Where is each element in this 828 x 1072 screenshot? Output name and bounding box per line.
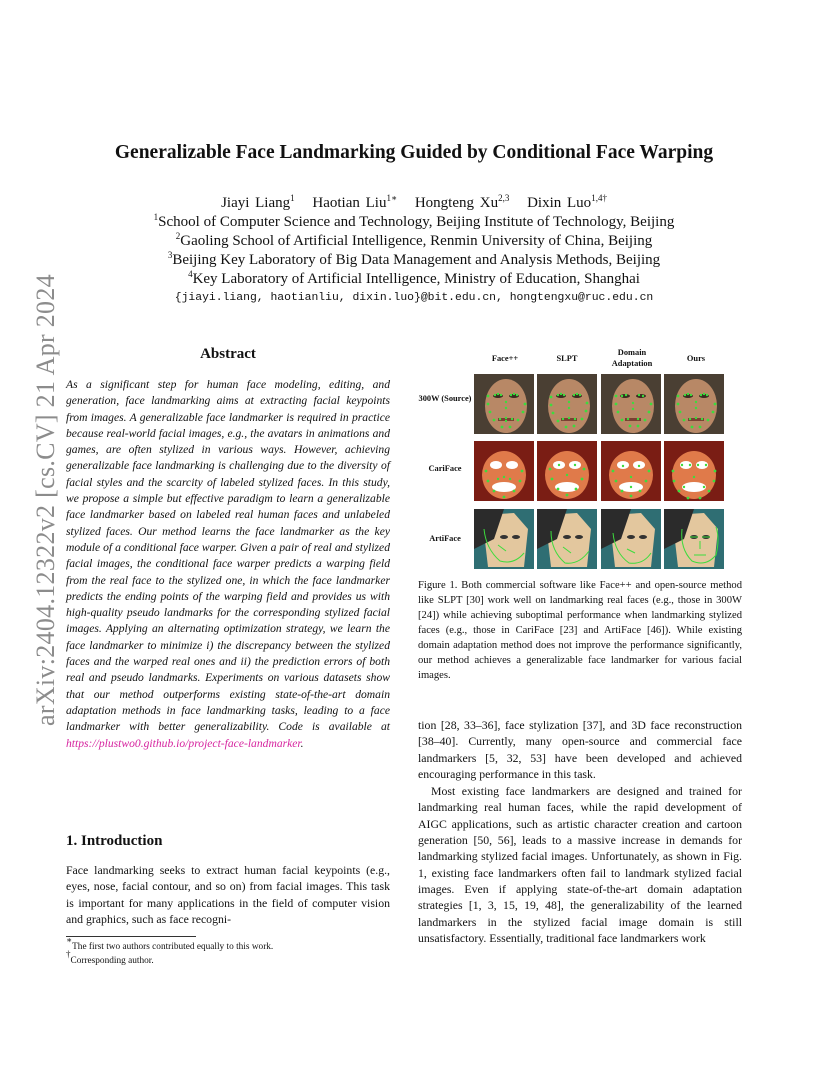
project-link[interactable]: https://plustwo0.github.io/project-face-landmarker (66, 736, 301, 750)
face-image-artiface-domain-adaptation (601, 509, 661, 569)
face-image-300w-domain-adaptation (601, 374, 661, 434)
face-image-cariface-ours (664, 441, 724, 501)
face-image-artiface-ours (664, 509, 724, 569)
face-image-cariface-domain-adaptation (601, 441, 661, 501)
paragraph: Most existing face landmarkers are designed and trained for landmarking real human faces, while the rapid development of AIGC applications, such as artistic character creation and cartoon generation [50, 56], leads to a massive increase in demands for landmarking stylized facial images. Unfortunately, as shown in Fig. 1, existing face landmarkers often fail to landmark stylized facial images. Even if applying state-of-the-art domain adaptation strategies [1, 3, 15, 19, 48], the generalizability of the learned landmarkers in the stylized facial image domain is still unsatisfactory. Essentially, traditional face landmarkers work (418, 784, 742, 945)
affiliation: $^1$School of Computer Science and Technology, Beijing Institute of Technology, Beijing (153, 212, 675, 230)
paragraph: tion [28, 33–36], face stylization [37], and 3D face reconstruction [38–40]. Currently, many open-source and commercial face landmarkers [5, 32, 53] have been developed and achieved encouraging performance in this task. (418, 718, 742, 781)
figure-column-header: Face++ (491, 354, 519, 363)
figure-column-header: SLPT (556, 354, 578, 363)
figure-column-header: Domain Adaptation (611, 348, 653, 368)
author-emails: {jiayi.liang, haotianliu, dixin.luo}@bit.edu.cn, hongtengxu@ruc.edu.cn (174, 292, 654, 304)
face-image-300w-ours (664, 374, 724, 434)
face-image-artiface-slpt (537, 509, 597, 569)
author-list (0, 195, 828, 212)
face-image-300w-slpt (537, 374, 597, 434)
figure-column-header: Ours (686, 354, 706, 363)
figure-1 (418, 346, 742, 571)
footnotes (66, 935, 390, 968)
paper-title: Generalizable Face Landmarking Guided by Conditional Face Warping (114, 142, 714, 163)
face-image-300w-facepp (474, 374, 534, 434)
abstract-text: As a significant step for human face modeling, editing, and generation, face landmarking aims at extracting facial keypoints from images. A generalizable face landmarker is required in practice because real-world facial images, e.g., the avatars in animations and games, are often stylized in various ways. However, achieving generalizable face landmarking is challenging due to the diversity of facial styles and the scarcity of labeled stylized faces. In this study, we propose a simple but effective paradigm to learn a generalizable face landmarker based on labeled real human faces and unlabeled stylized faces. Our method learns the face landmarker as the key module of a conditional face warper. Given a pair of real and stylized facial images, the conditional face warper predicts a warping field from the real face to the stylized one, in which the face landmarker predicts the ending points of the warping field and provides us with high-quality pseudo landmarks for the corresponding stylized facial images. Applying an alternating optimization strategy, we learn the face landmarker to minimize i) the discrepancy between the stylized faces and the warped real ones and ii) the prediction errors of both real and pseudo landmarks. Experiments on various datasets show that our method outperforms existing state-of-the-art domain adaptation methods in face landmarking tasks, leading to a face landmarker with better generalizability. Code is available at https://plustwo0.github.io/project-face-landmarker. (66, 378, 390, 750)
abstract-heading: Abstract (200, 346, 256, 362)
face-image-cariface-facepp (474, 441, 534, 501)
figure-row-label: ArtiFace (429, 534, 461, 543)
footnote-rule (66, 936, 196, 937)
section-heading-introduction: 1. Introduction (66, 833, 163, 849)
footnote: ∗The first two authors contributed equally to this work. (66, 935, 274, 952)
face-image-artiface-facepp (474, 509, 534, 569)
footnote: †Corresponding author. (66, 949, 154, 966)
author: Hongteng Xu$^{2,3}$ (414, 193, 510, 211)
introduction-text: Face landmarking seeks to extract human facial keypoints (e.g., eyes, nose, facial contour, and so on) from facial images. This task is important for many applications in the field of computer vision and graphics, such as face recogni- (66, 863, 390, 926)
body-text-right (418, 717, 742, 946)
figure-caption: Figure 1. Both commercial software like Face++ and open-source method like SLPT [30] work well on landmarking real faces (e.g., those in 300W [24]) while achieving suboptimal performance when landmarking stylized faces (e.g., those in CariFace [23] and ArtiFace [46]). While existing domain adaptation method does not improve the performance significantly, our method achieves a generalizable face landmarker for various facial images. (418, 580, 742, 681)
face-image-cariface-slpt (537, 441, 597, 501)
affiliation: $^2$Gaoling School of Artificial Intelligence, Renmin University of China, Beijing (175, 231, 653, 249)
author: Jiayi Liang$^1$ (221, 193, 295, 211)
author: Haotian Liu$^{1∗}$ (312, 193, 398, 211)
figure-row-label: CariFace (428, 464, 462, 473)
author: Dixin Luo$^{1,4\dagger}$ (527, 193, 607, 211)
affiliation: $^4$Key Laboratory of Artificial Intelligence, Ministry of Education, Shanghai (188, 269, 640, 287)
affiliation: $^3$Beijing Key Laboratory of Big Data Management and Analysis Methods, Beijing (167, 250, 661, 268)
figure-row-label: 300W (Source) (418, 394, 472, 403)
